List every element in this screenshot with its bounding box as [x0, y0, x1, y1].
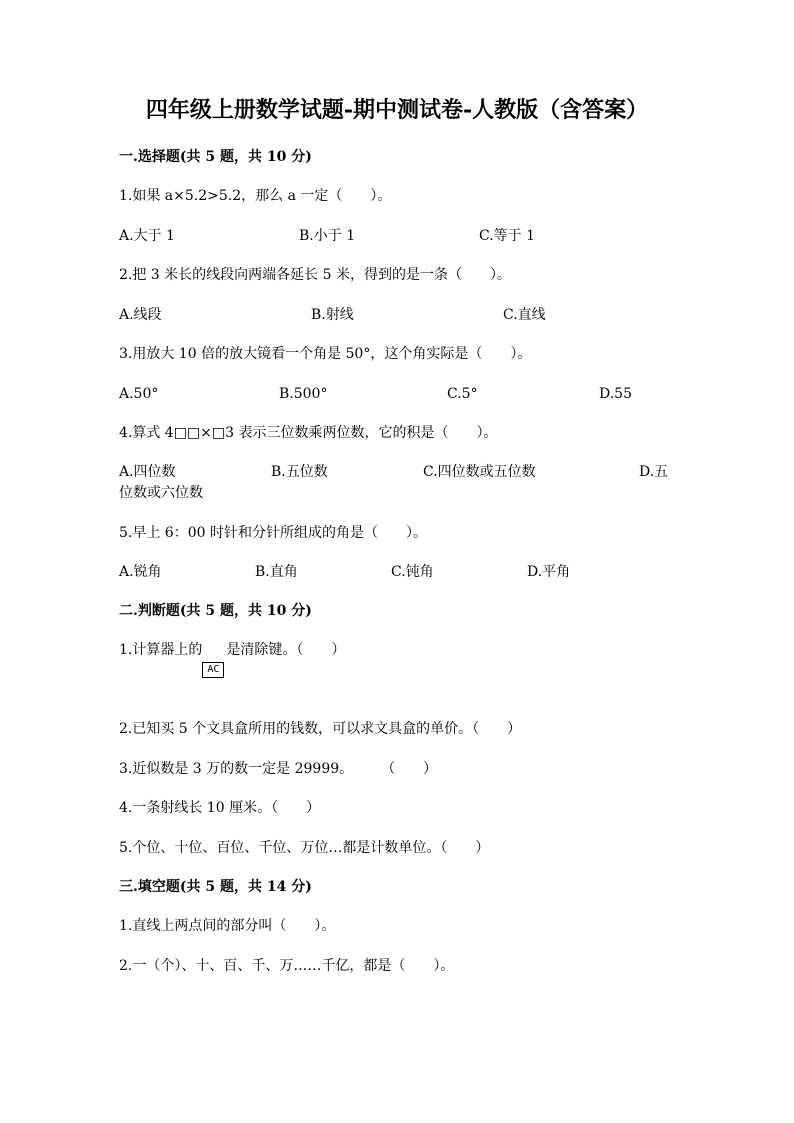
question-text-before: 1.计算器上的 [119, 642, 203, 658]
question-text: 2.一（个）、十、百、千、万……千亿，都是（ ）。 [119, 958, 455, 974]
question-text: 5.早上 6：00 时针和分针所组成的角是（ ）。 [119, 525, 427, 541]
option: C.直线 [503, 307, 546, 323]
option: D.平角 [527, 564, 571, 580]
option: A.大于 1 [119, 228, 175, 244]
question-text: 1.直线上两点间的部分叫（ ）。 [119, 918, 336, 934]
option: B.直角 [255, 564, 298, 580]
question-text: 4.一条射线长 10 厘米。（ ） [119, 800, 321, 816]
question-text: 4.算式 4□□×□3 表示三位数乘两位数，它的积是（ ）。 [119, 425, 498, 441]
section-heading-fill: 三.填空题(共 5 题，共 14 分) [119, 879, 312, 895]
calculator-ac-key: AC [202, 662, 224, 678]
question-text: 3.用放大 10 倍的放大镜看一个角是 50°，这个角实际是（ ）。 [119, 346, 532, 362]
option: D.五 [639, 464, 669, 480]
option: C.四位数或五位数 [423, 464, 536, 480]
option: C.5° [447, 386, 478, 402]
question-text-after: 是清除键。（ ） [226, 642, 346, 658]
option: C.钝角 [391, 564, 434, 580]
option: A.锐角 [119, 564, 162, 580]
option: B.射线 [311, 307, 354, 323]
question-text: 2.把 3 米长的线段向两端各延长 5 米，得到的是一条（ ）。 [119, 267, 511, 283]
option: C.等于 1 [479, 228, 536, 244]
question-text: 5.个位、十位、百位、千位、万位…都是计数单位。（ ） [119, 840, 490, 856]
question-text [119, 640, 346, 675]
option: A.四位数 [119, 464, 176, 480]
section-heading-judgement: 二.判断题(共 5 题，共 10 分) [119, 603, 312, 619]
option: B.500° [279, 386, 328, 402]
option: A.线段 [119, 307, 162, 323]
page-title: 四年级上册数学试题-期中测试卷-人教版（含答案） [145, 97, 649, 123]
option-continuation: 位数或六位数 [119, 485, 203, 501]
option: B.小于 1 [299, 228, 356, 244]
option: A.50° [119, 386, 159, 402]
option: B.五位数 [271, 464, 328, 480]
section-heading-choice: 一.选择题(共 5 题，共 10 分) [119, 149, 312, 165]
question-text: 2.已知买 5 个文具盒所用的钱数，可以求文具盒的单价。（ ） [119, 721, 522, 737]
question-text: 3.近似数是 3 万的数一定是 29999。 （ ） [119, 761, 438, 777]
question-text: 1.如果 a×5.2>5.2，那么 a 一定（ ）。 [119, 188, 392, 204]
option: D.55 [599, 386, 632, 402]
